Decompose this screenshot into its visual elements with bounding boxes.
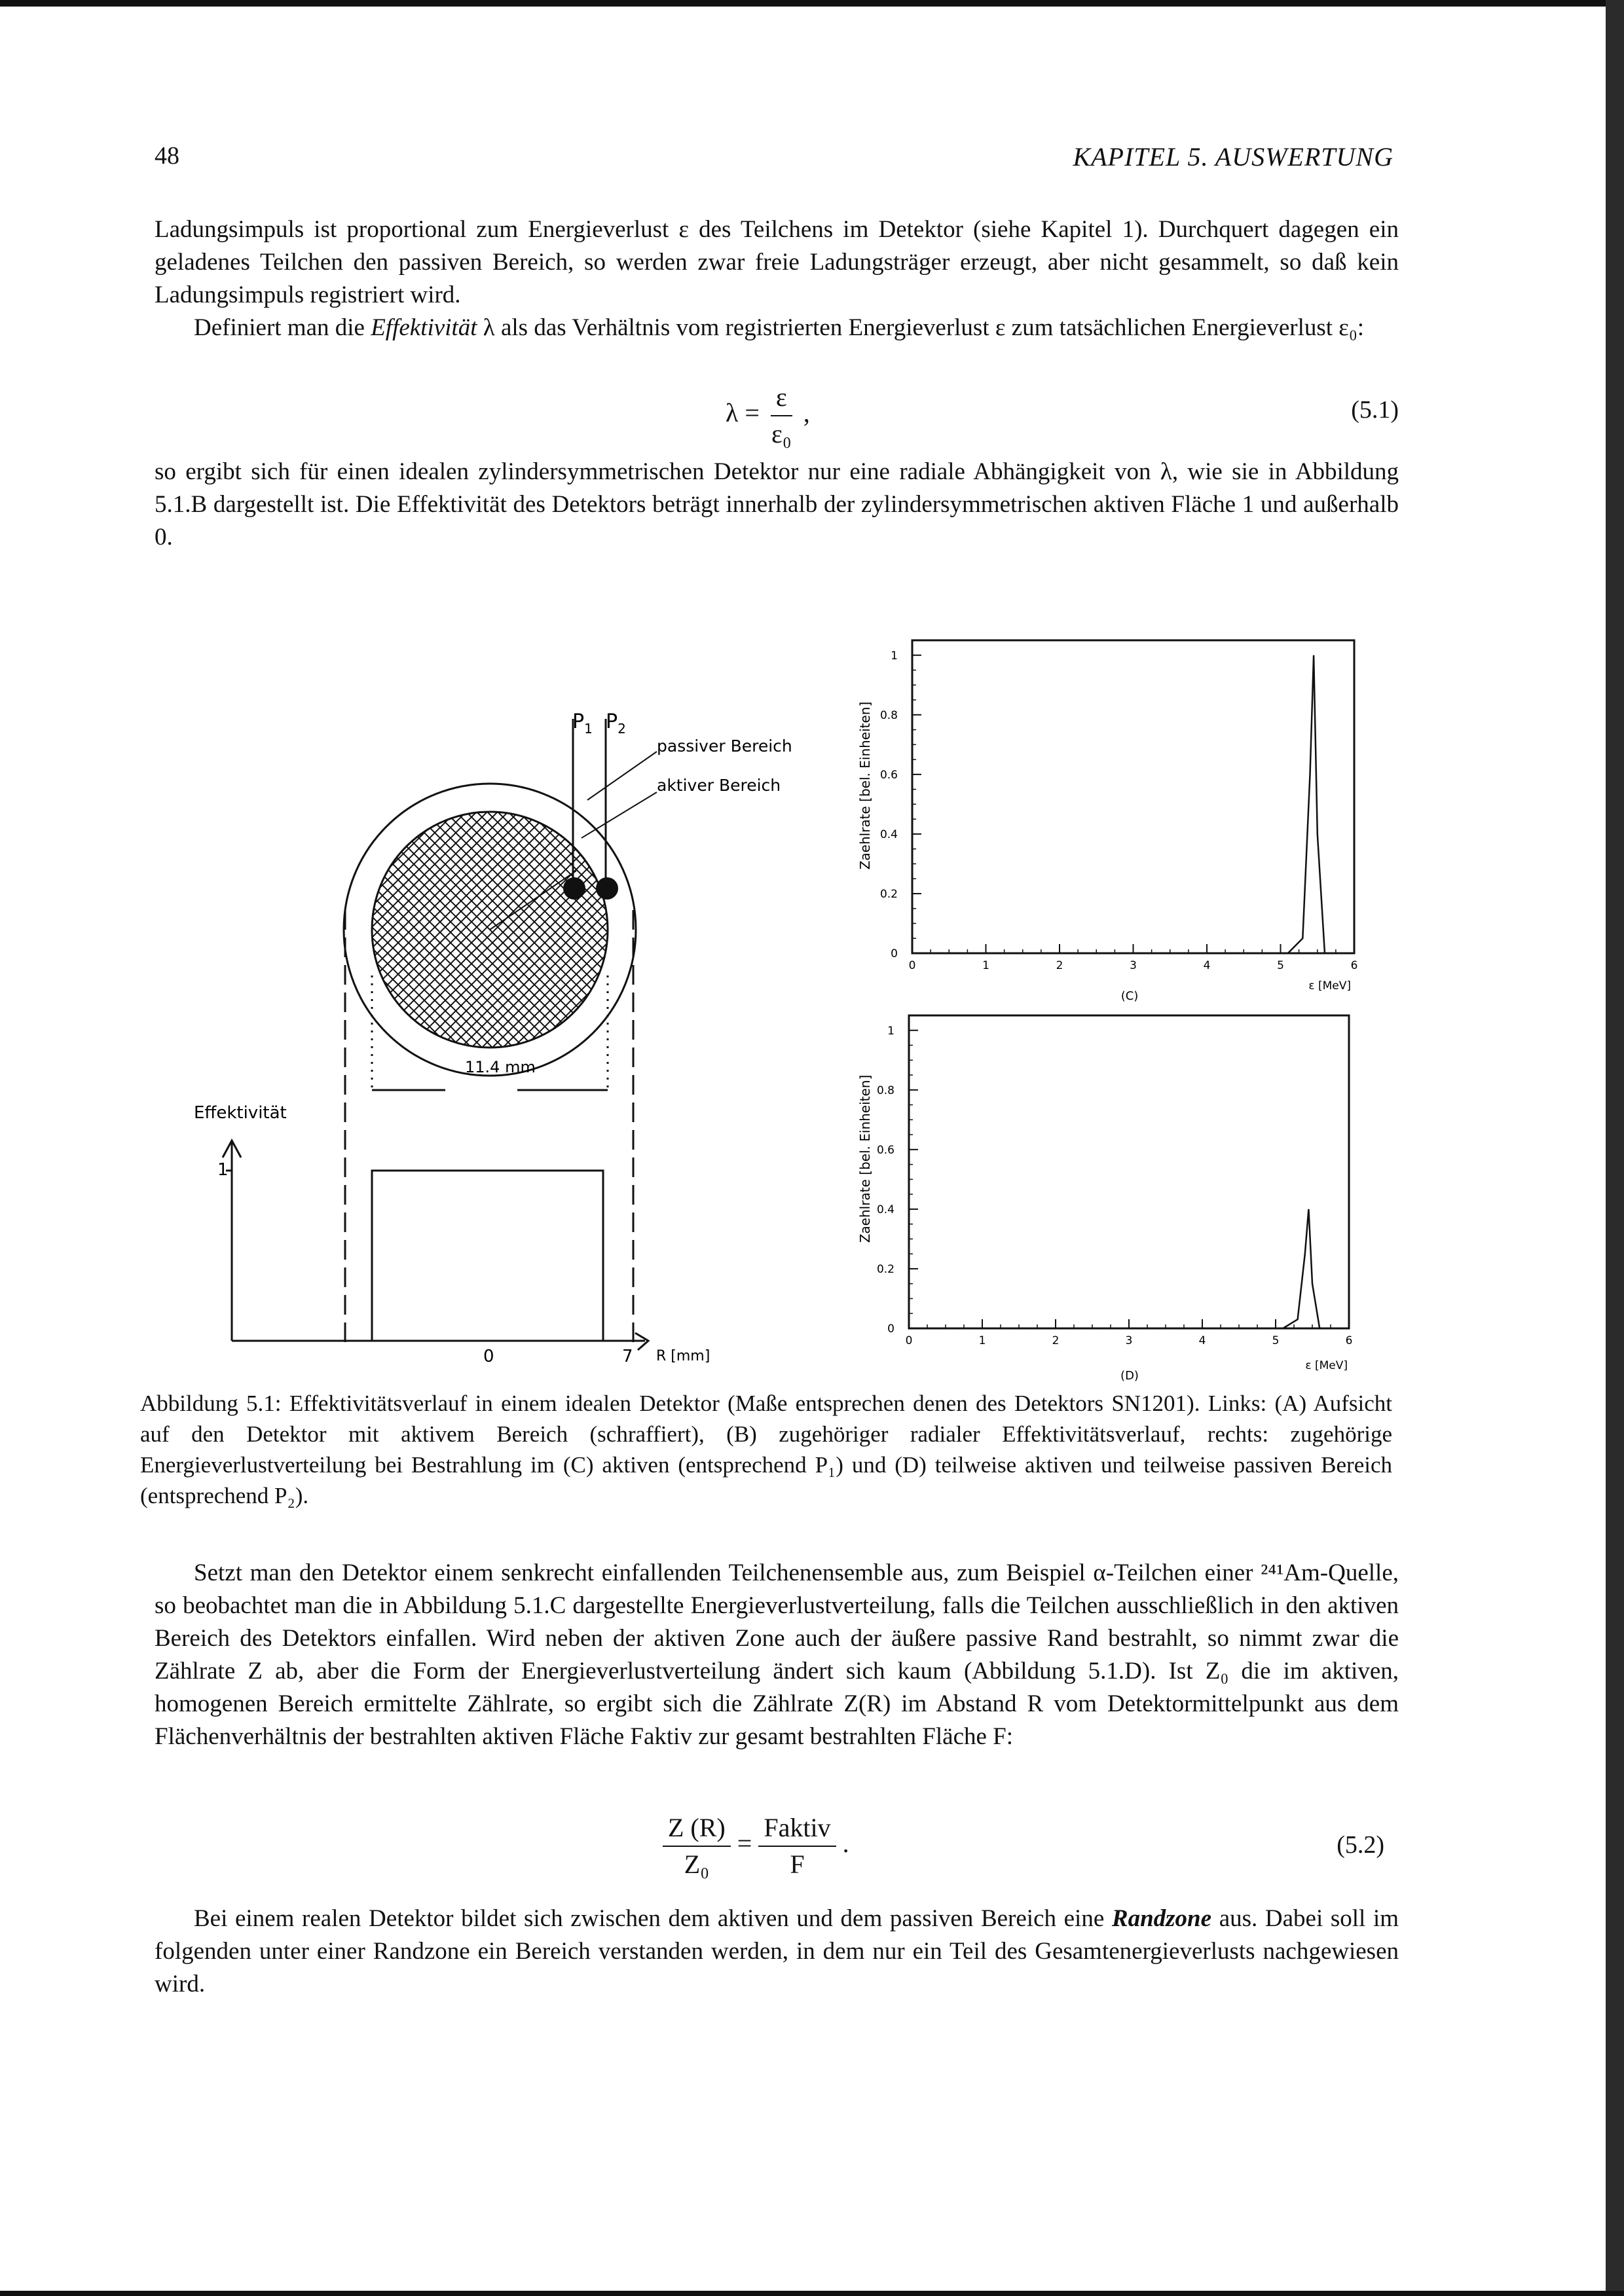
y-tick-label: 0.2 xyxy=(879,887,898,901)
x-tick-label: 4 xyxy=(1203,959,1211,972)
scan-edge-top xyxy=(0,0,1624,7)
scan-edge-bottom xyxy=(0,2291,1624,2296)
dimension-label: 11.4 mm xyxy=(465,1058,536,1076)
plot-d-area xyxy=(877,1015,1352,1347)
chart-c-tag: (C) xyxy=(1120,989,1139,1003)
figure-caption xyxy=(140,1388,1392,1511)
chart-d-tag: (D) xyxy=(1120,1369,1139,1383)
page-number: 48 xyxy=(155,142,179,170)
spectrum-chart-c xyxy=(845,629,1369,1008)
x-tick-label: 4 xyxy=(1198,1334,1206,1347)
detector-diagram xyxy=(190,694,792,1368)
equation-5-1: λ = $\frac{\varepsilon}{\text{ε₀}}$ , xyxy=(726,380,810,452)
x-tick-label: 6 xyxy=(1350,959,1358,972)
active-label: aktiver Bereich xyxy=(657,776,781,795)
effektivitaet-axis-label: Effektivität xyxy=(194,1103,287,1123)
chart-d-xunit: ε [MeV] xyxy=(1305,1359,1348,1372)
p1-label: $P_1$ xyxy=(572,710,593,737)
x-tick-label: 0 xyxy=(908,959,916,972)
x-tick-label: 1 xyxy=(982,959,989,972)
x-tick-label: 3 xyxy=(1125,1334,1133,1347)
effektivitaet-step xyxy=(372,1171,603,1341)
running-head: KAPITEL 5. AUSWERTUNG xyxy=(1073,142,1393,172)
fraction: $\frac{\varepsilon}{\text{ε₀}}$ xyxy=(766,380,797,452)
chart-c-xunit: ε [MeV] xyxy=(1308,979,1351,993)
y-tick-label: 1 xyxy=(887,1024,895,1038)
spectrum-line xyxy=(909,1209,1349,1328)
x-tick-label: 5 xyxy=(1272,1334,1280,1347)
y-tick-label: 0 xyxy=(887,1322,895,1336)
equation-5-2: $\frac{Z (R)}{\text{Z₀}}$ = $\frac{\text{Faktiv}}{F}$ . xyxy=(663,1810,849,1882)
plot-frame xyxy=(912,640,1354,953)
y-tick-label: 1 xyxy=(891,649,898,663)
x-tick-label: 2 xyxy=(1052,1334,1060,1347)
y-tick-label: 0.8 xyxy=(876,1084,895,1097)
spectrum-line xyxy=(912,655,1354,953)
y-tick-label: 0.8 xyxy=(879,708,898,722)
equation-number-5-2: (5.2) xyxy=(1337,1831,1384,1859)
spectrum-chart-d xyxy=(845,1008,1369,1388)
x-tick-label: 1 xyxy=(978,1334,986,1347)
p2-label: $P_2$ xyxy=(606,710,626,737)
intro-paragraph-3: so ergibt sich für einen idealen zylindersymmetrischen Detektor nur eine radiale Abhängigkeit von λ, wie sie in Abbildung 5.1.B dargestellt ist. Die Effektivität des Detektors beträgt innerhalb der zylindersymmetrischen aktiven Fläche 1 und außerhalb 0. xyxy=(155,458,1399,551)
intro-paragraph-1: Ladungsimpuls ist proportional zum Energieverlust ε des Teilchens im Detektor (siehe Kapitel 1). Durchquert dagegen ein geladenes Teilchen den passiven Bereich, so werden zwar freie Ladungsträger erzeugt, aber nicht gesammelt, so daß kein Ladungsimpuls registriert wird. xyxy=(155,216,1399,308)
y-tick-label: 0.2 xyxy=(876,1262,895,1276)
scan-edge-right xyxy=(1606,0,1624,2296)
y-tick-label: 0 xyxy=(891,947,898,960)
x-tick-label: 0 xyxy=(905,1334,913,1347)
caption-label: Abbildung 5.1: xyxy=(140,1391,282,1416)
chart-d-ylabel: Zaehlrate [bel. Einheiten] xyxy=(857,1074,873,1243)
point-p2 xyxy=(596,877,618,900)
y-tick-label: 0.6 xyxy=(879,768,898,782)
x-tick-label: 6 xyxy=(1345,1334,1353,1347)
body-paragraph-5: Bei einem realen Detektor bildet sich zwischen dem aktiven und dem passiven Bereich eine Randzone aus. Dabei soll im folgenden unter einer Randzone ein Bereich verstanden werden, in dem nur ein Teil des Gesamtenergieverlusts nachgewiesen wird. xyxy=(155,1905,1399,1997)
intro-paragraph-2: Definiert man die Effektivität λ als das Verhältnis vom registrierten Energieverlust ε zum tatsächlichen Energieverlust ε₀: xyxy=(194,314,1365,341)
y-tick-label: 0.4 xyxy=(876,1203,895,1216)
x-tick-label: 3 xyxy=(1130,959,1137,972)
chart-c-ylabel: Zaehlrate [bel. Einheiten] xyxy=(857,701,873,870)
x-tick-7: 7 xyxy=(622,1347,633,1366)
y-tick-1: 1 xyxy=(217,1160,229,1180)
plot-frame xyxy=(909,1015,1349,1328)
term-randzone: Randzone xyxy=(1111,1905,1212,1932)
plot-c-area xyxy=(880,640,1357,972)
caption-text: Effektivitätsverlauf in einem idealen Detektor (Maße entsprechen denen des Detektors SN1201). Links: (A) Aufsicht auf den Detektor mit aktivem Bereich (schraffiert), (B) zugehöriger radialer Effektivitätsverlauf, rechts: zugehörige Energieverlustverteilung bei Bestrahlung im (C) aktiven (entsprechend P₁) und (D) teilweise aktiven und teilweise passiven Bereich (entsprechend P₂). xyxy=(140,1391,1393,1508)
equation-number-5-1: (5.1) xyxy=(1351,396,1399,424)
term-effektivitaet: Effektivität xyxy=(371,314,477,341)
x-tick-0: 0 xyxy=(483,1347,494,1366)
r-axis-label: R [mm] xyxy=(656,1348,710,1364)
x-tick-label: 5 xyxy=(1277,959,1284,972)
point-p1 xyxy=(563,877,585,900)
x-tick-label: 2 xyxy=(1056,959,1063,972)
y-tick-label: 0.4 xyxy=(879,828,898,841)
intro-paragraphs xyxy=(155,213,1399,344)
passive-label: passiver Bereich xyxy=(657,737,792,756)
y-tick-label: 0.6 xyxy=(876,1143,895,1157)
body-paragraph-4: Setzt man den Detektor einem senkrecht einfallenden Teilchenensemble aus, zum Beispiel α-Teilchen einer ²⁴¹Am-Quelle, so beobachtet man die in Abbildung 5.1.C dargestellte Energieverlustverteilung, falls die Teilchen ausschließlich in den aktiven Bereich des Detektors einfallen. Wird neben der aktiven Zone auch der äußere passive Rand bestrahlt, so nimmt zwar die Zählrate Z ab, aber die Form der Energieverlustverteilung ändert sich kaum (Abbildung 5.1.D). Ist Z₀ die im aktiven, homogenen Bereich ermittelte Zählrate, so ergibt sich die Zählrate Z(R) im Abstand R vom Detektormittelpunkt aus dem Flächenverhältnis der bestrahlten aktiven Fläche Faktiv zur gesamt bestrahlten Fläche F: xyxy=(155,1559,1399,1750)
